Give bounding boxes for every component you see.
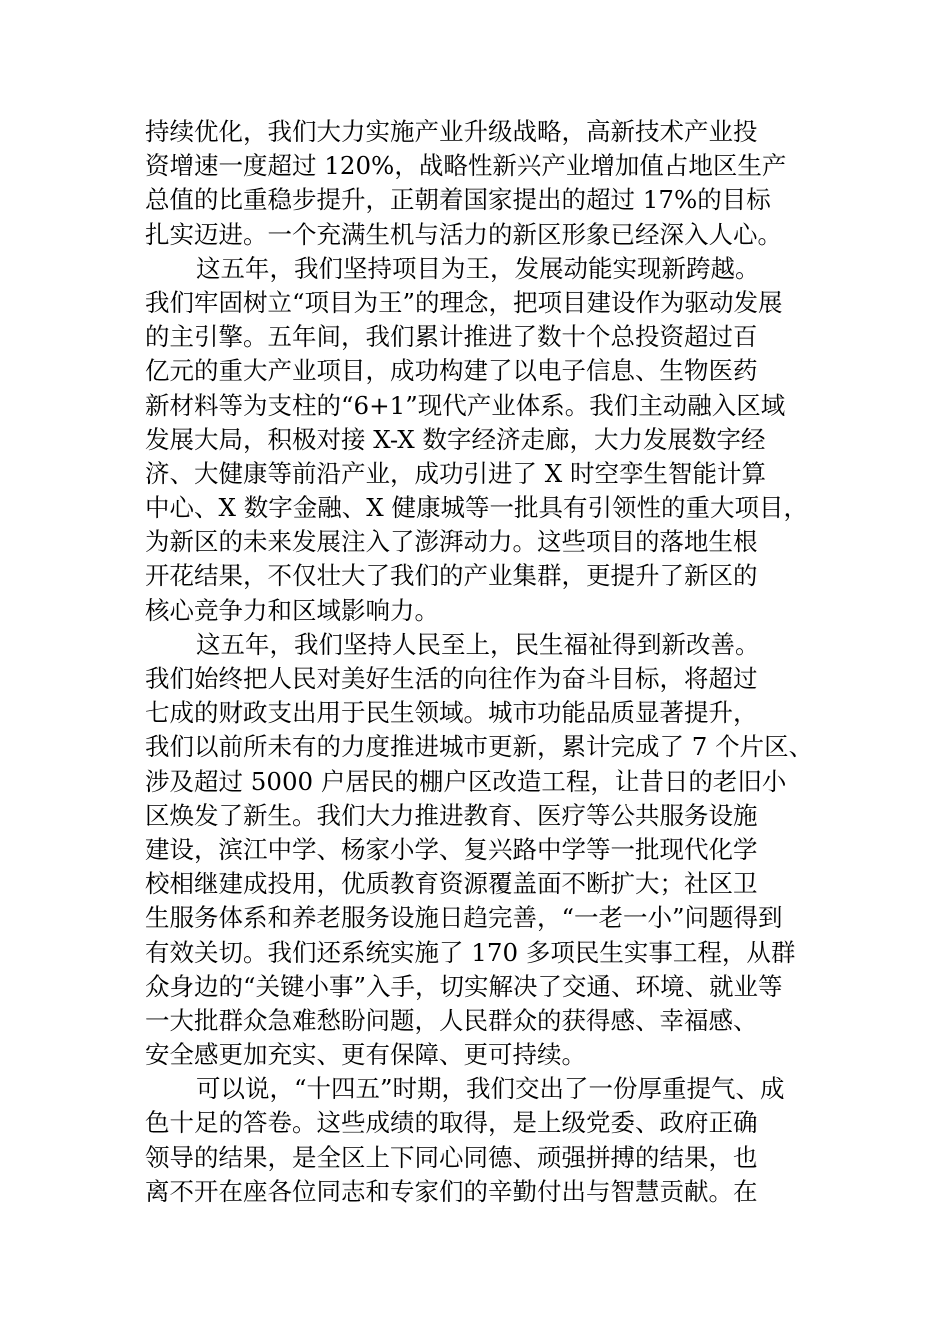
text-line: 亿元的重大产业项目，成功构建了以电子信息、生物医药 [145, 356, 758, 386]
text-line: 众身边的“关键小事”入手，切实解决了交通、环境、就业等 [145, 971, 783, 1001]
text-line: 我们始终把人民对美好生活的向往作为奋斗目标，将超过 [145, 664, 758, 693]
text-line: 我们牢固树立“项目为王”的理念，把项目建设作为驱动发展 [145, 287, 783, 317]
text-line: 的主引擎。五年间，我们累计推进了数十个总投资超过百 [145, 322, 758, 352]
text-line: 校相继建成投用，优质教育资源覆盖面不断扩大；社区卫 [145, 869, 758, 899]
text-line: 新材料等为支柱的“6+1”现代产业体系。我们主动融入区域 [145, 390, 786, 420]
text-line: 色十足的答卷。这些成绩的取得，是上级党委、政府正确 [145, 1108, 758, 1138]
text-line: 发展大局，积极对接 X-X 数字经济走廊，大力发展数字经 [145, 424, 766, 454]
text-line: 生服务体系和养老服务设施日趋完善，“一老一小”问题得到 [145, 903, 783, 933]
text-line: 七成的财政支出用于民生领域。城市功能品质显著提升， [145, 698, 758, 728]
text-line: 总值的比重稳步提升，正朝着国家提出的超过 17%的目标 [145, 185, 771, 215]
text-line: 开花结果，不仅壮大了我们的产业集群，更提升了新区的 [145, 561, 758, 591]
text-line: 涉及超过 5000 户居民的棚户区改造工程，让昔日的老旧小 [145, 766, 787, 796]
paragraph-first-line: 这五年，我们坚持人民至上，民生福祉得到新改善。 [196, 629, 760, 659]
paragraph-first-line: 可以说，“十四五”时期，我们交出了一份厚重提气、成 [196, 1074, 785, 1104]
text-line: 安全感更加充实、更有保障、更可持续。 [145, 1040, 586, 1070]
text-line: 离不开在座各位同志和专家们的辛勤付出与智慧贡献。在 [145, 1176, 758, 1206]
text-line: 核心竞争力和区域影响力。 [145, 595, 439, 625]
text-line: 持续优化，我们大力实施产业升级战略，高新技术产业投 [145, 117, 758, 146]
text-line: 中心、X 数字金融、X 健康城等一批具有引领性的重大项目， [145, 493, 808, 523]
text-line: 区焕发了新生。我们大力推进教育、医疗等公共服务设施 [145, 800, 758, 830]
text-line: 济、大健康等前沿产业，成功引进了 X 时空孪生智能计算 [145, 458, 767, 488]
text-line: 建设，滨江中学、杨家小学、复兴路中学等一批现代化学 [145, 834, 758, 864]
text-line: 扎实迈进。一个充满生机与活力的新区形象已经深入人心。 [145, 219, 782, 249]
text-line: 一大批群众急难愁盼问题，人民群众的获得感、幸福感、 [145, 1005, 758, 1035]
text-line: 我们以前所未有的力度推进城市更新，累计完成了 7 个片区、 [145, 732, 814, 762]
body-text [145, 115, 815, 1209]
paragraph-first-line: 这五年，我们坚持项目为王，发展动能实现新跨越。 [196, 253, 760, 283]
text-line: 资增速一度超过 120%，战略性新兴产业增加值占地区生产 [145, 151, 787, 181]
text-line: 领导的结果，是全区上下同心同德、顽强拼搏的结果，也 [145, 1142, 758, 1172]
text-line: 为新区的未来发展注入了澎湃动力。这些项目的落地生根 [145, 527, 758, 557]
text-line: 有效关切。我们还系统实施了 170 多项民生实事工程，从群 [145, 937, 796, 967]
